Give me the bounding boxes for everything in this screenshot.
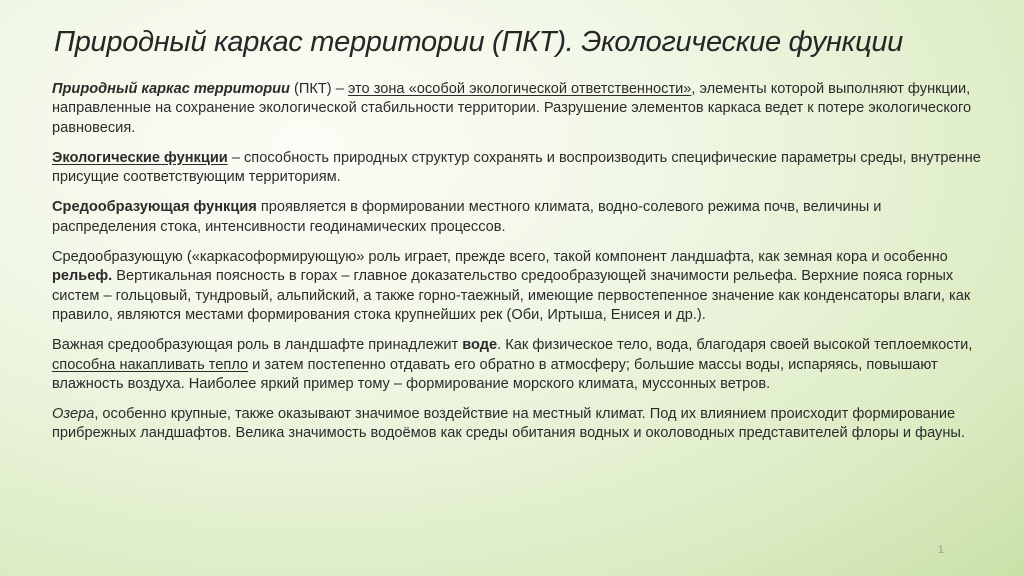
term-ecological-functions: Экологические функции: [52, 149, 228, 166]
paragraph-environment-forming-function: [52, 198, 982, 237]
slide-title: Природный каркас территории (ПКТ). Экологические функции: [54, 26, 904, 58]
text-segment: , особенно крупные, также оказывают значимое воздействие на местный климат. Под их влиянием происходит формирование прибрежных ландшафтов. Велика значимость водоёмов как среды обитания водных и околоводных представителей флоры и фауны.: [52, 406, 965, 442]
term-lakes: Озера: [52, 406, 95, 423]
text-segment: (ПКТ) –: [289, 81, 348, 97]
paragraph-pkt-definition: [52, 80, 982, 138]
text-segment: Средообразующую («каркасоформирующую» роль играет, прежде всего, такой компонент ландшафта, как земная кора и особенно: [52, 249, 948, 266]
text-segment: – способность природных структур сохранять и воспроизводить специфические параметры среды, внутренне присущие соответствующим территориям.: [52, 149, 981, 186]
paragraph-lakes: [52, 405, 982, 444]
page-number: 1: [937, 544, 944, 556]
term-pkt: Природный каркас территории: [52, 81, 290, 97]
text-segment: , элементы которой выполняют функции, направленные на сохранение экологической стабильности территории. Разрушение элементов каркаса ведет к потере экологического равновесия.: [52, 81, 972, 136]
text-segment: Вертикальная поясность в горах – главное доказательство средообразующей значимости рельефа. Верхние пояса горных систем – гольцовый, тундровый, альпийский, а также горно-таежный, имеющие первостепенное значение как конденсаторы влаги, как правило, являются местами формирования стока крупнейших рек (Оби, Иртыша, Енисея и др.).: [52, 268, 971, 323]
paragraph-relief: [52, 248, 982, 325]
underlined-phrase: способна накапливать тепло: [52, 356, 249, 373]
text-segment: и затем постепенно отдавать его обратно в атмосферу; большие массы воды, испаряясь, повышают влажность воздуха. Наиболее яркий пример тому – формирование морского климата, муссонных ветров.: [52, 356, 938, 392]
term-relief: рельеф.: [52, 268, 113, 285]
underlined-phrase: это зона «особой экологической ответственности»: [347, 81, 692, 97]
paragraph-water: [52, 336, 982, 394]
text-segment: Важная средообразующая роль в ландшафте принадлежит: [52, 337, 463, 354]
text-segment: проявляется в формировании местного климата, водно-солевого режима почв, величины и распределения стока, интенсивности геодинамических процессов.: [52, 199, 882, 235]
term-water: воде: [462, 337, 498, 354]
slide-body: [52, 80, 982, 455]
text-segment: . Как физическое тело, вода, благодаря своей высокой теплоемкости,: [497, 337, 973, 354]
paragraph-ecological-functions: [52, 149, 982, 188]
term-environment-forming-function: Средообразующая функция: [52, 199, 257, 216]
